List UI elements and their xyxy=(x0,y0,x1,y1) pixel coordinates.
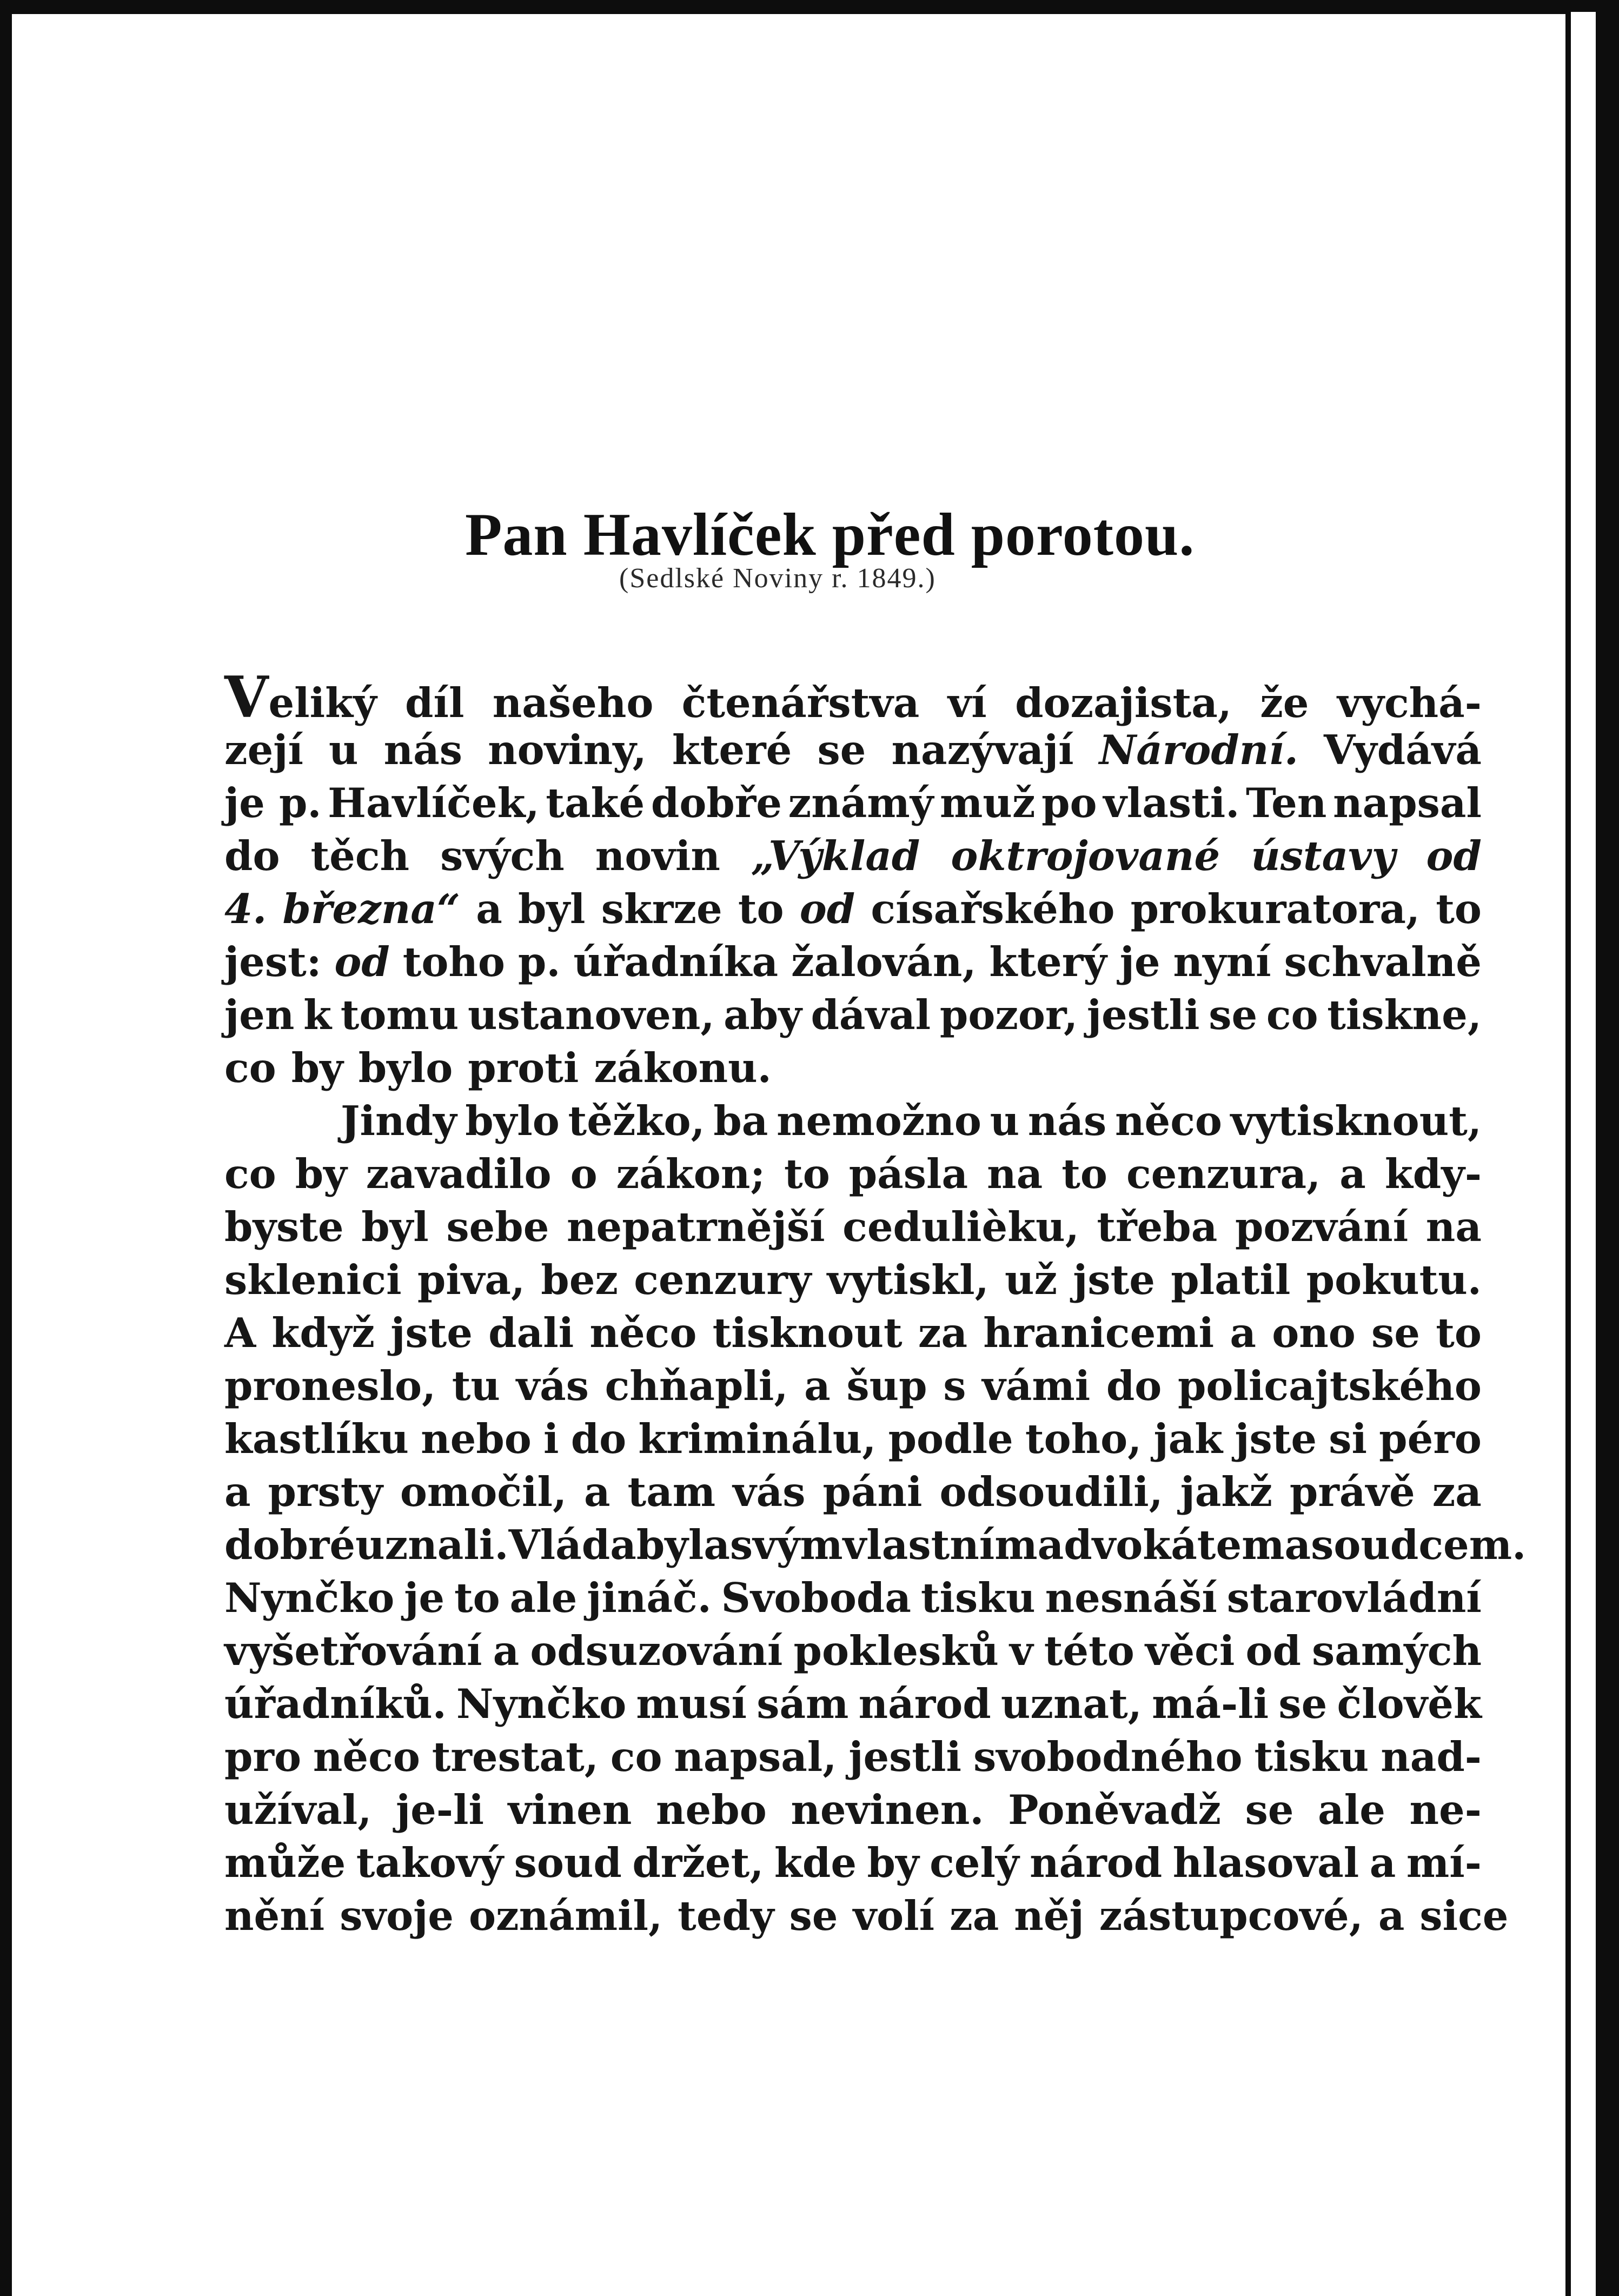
word: už xyxy=(1004,1256,1058,1304)
word: právě xyxy=(1289,1468,1415,1516)
word: samých xyxy=(1312,1627,1482,1675)
word: se xyxy=(1278,1680,1328,1728)
word: může xyxy=(224,1839,346,1887)
word: Jindy xyxy=(341,1097,457,1145)
word: do xyxy=(570,1415,627,1463)
word: dobře xyxy=(651,779,782,827)
text-line xyxy=(224,988,1482,1041)
word: to xyxy=(1436,1309,1482,1357)
word: dával xyxy=(811,991,931,1039)
word: tisku xyxy=(1254,1733,1369,1781)
word: jste xyxy=(390,1309,473,1357)
word: zákonu. xyxy=(594,1044,772,1092)
word: toho, xyxy=(1025,1415,1142,1463)
word: žalován, xyxy=(791,938,977,986)
word: nyní xyxy=(1173,938,1271,986)
word: byl xyxy=(518,885,586,933)
word: sice xyxy=(1419,1892,1509,1940)
word: a xyxy=(1339,1150,1366,1198)
word: celý xyxy=(930,1839,1019,1887)
text-line xyxy=(224,1412,1482,1465)
word: něco xyxy=(589,1309,697,1357)
word: chňapli, xyxy=(605,1362,788,1410)
word: jest: xyxy=(224,938,322,986)
word: co xyxy=(1266,991,1318,1039)
word: tiskne, xyxy=(1327,991,1482,1039)
word: tisku xyxy=(920,1574,1036,1622)
word: národ xyxy=(858,1680,991,1728)
word: třeba xyxy=(1097,1203,1218,1251)
word: soudcem. xyxy=(1311,1521,1527,1569)
word: vámi xyxy=(982,1362,1091,1410)
word: vinen xyxy=(508,1786,632,1834)
word: nemožno xyxy=(777,1097,981,1145)
word: úřadníků. xyxy=(224,1680,447,1728)
word: proneslo, xyxy=(224,1362,436,1410)
word: za xyxy=(950,1892,999,1940)
word: jak xyxy=(1153,1415,1223,1463)
show-through-text xyxy=(227,189,1492,243)
word: co xyxy=(224,1044,276,1092)
word: byla xyxy=(636,1521,730,1569)
word: u xyxy=(990,1097,1020,1145)
word: do xyxy=(224,832,280,880)
word: ale xyxy=(1318,1786,1385,1834)
word: pásla xyxy=(848,1150,968,1198)
word: po xyxy=(1041,779,1097,827)
word: a xyxy=(804,1362,831,1410)
text-line xyxy=(224,724,1482,777)
word: k xyxy=(303,991,332,1039)
word: čtenářstva xyxy=(681,679,920,727)
word: jste xyxy=(1073,1256,1156,1304)
word: svobodného xyxy=(973,1733,1243,1781)
word: podle xyxy=(888,1415,1013,1463)
word: prokuratora, xyxy=(1130,885,1421,933)
word: vyšetřování xyxy=(224,1627,482,1675)
word: Národní. xyxy=(1099,726,1298,774)
word: v xyxy=(1009,1627,1033,1675)
word: by xyxy=(867,1839,919,1887)
word: uznali. xyxy=(355,1521,509,1569)
word: skrze xyxy=(601,885,722,933)
word: a xyxy=(493,1627,520,1675)
page-title: Pan Havlíček před porotou. xyxy=(465,501,1195,569)
word: trestat, xyxy=(432,1733,599,1781)
word: jste xyxy=(1235,1415,1317,1463)
word: pozor, xyxy=(939,991,1078,1039)
word: soud xyxy=(514,1839,622,1887)
word: starovládní xyxy=(1226,1574,1482,1622)
word: novin xyxy=(595,832,720,880)
word: vytiskl, xyxy=(827,1256,989,1304)
word: člověk xyxy=(1337,1680,1482,1728)
word: se xyxy=(1371,1309,1420,1357)
word: nění xyxy=(224,1892,325,1940)
word: u xyxy=(329,726,359,774)
word: jestli xyxy=(1086,991,1200,1039)
word: vytisknout, xyxy=(1230,1097,1482,1145)
article-body xyxy=(224,663,1527,1942)
word: to xyxy=(738,885,784,933)
word: dobré xyxy=(224,1521,356,1569)
word: je xyxy=(1119,938,1160,986)
word: od xyxy=(799,885,855,933)
word: do xyxy=(1106,1362,1162,1410)
word: něco xyxy=(1115,1097,1222,1145)
word: o xyxy=(570,1150,598,1198)
word: vlasti. xyxy=(1103,779,1240,827)
text-line xyxy=(224,777,1482,830)
word: je-li xyxy=(395,1786,484,1834)
word: advokátem xyxy=(1037,1521,1285,1569)
word: tisknout xyxy=(712,1309,903,1357)
word: noviny, xyxy=(488,726,647,774)
word: má-li xyxy=(1152,1680,1269,1728)
word: ústavy xyxy=(1251,832,1396,880)
word: vychá- xyxy=(1337,679,1482,727)
word: nás xyxy=(383,726,462,774)
word: tam xyxy=(627,1468,716,1516)
text-line xyxy=(224,1518,1527,1571)
word: co xyxy=(224,1150,276,1198)
word: za xyxy=(1432,1468,1482,1516)
word: na xyxy=(1425,1203,1482,1251)
word: od xyxy=(334,938,390,986)
text-line xyxy=(224,830,1482,882)
word: se xyxy=(789,1892,838,1940)
word: kdy- xyxy=(1384,1150,1482,1198)
word: sám xyxy=(757,1680,849,1728)
word: je xyxy=(404,1574,445,1622)
word: Havlíček, xyxy=(328,779,540,827)
word: nebo xyxy=(421,1415,532,1463)
word: tomu xyxy=(340,991,459,1039)
text-line xyxy=(224,1094,1482,1147)
word: bez xyxy=(541,1256,619,1304)
word: sklenici xyxy=(224,1256,402,1304)
word: se xyxy=(1245,1786,1294,1834)
word: který xyxy=(989,938,1107,986)
word: na xyxy=(987,1150,1043,1198)
word: by xyxy=(295,1150,347,1198)
scan-border-top xyxy=(0,0,1619,14)
word: vlastním xyxy=(842,1521,1038,1569)
word: pro xyxy=(224,1733,301,1781)
word: oktrojované xyxy=(951,832,1220,880)
word: „Výklad xyxy=(751,832,920,880)
word: uznat, xyxy=(1000,1680,1142,1728)
word: dali xyxy=(488,1309,574,1357)
word: páni xyxy=(822,1468,923,1516)
text-line xyxy=(224,1200,1482,1253)
word: a xyxy=(1230,1309,1256,1357)
text-line xyxy=(224,1306,1482,1359)
word: od xyxy=(1426,832,1482,880)
word: zákon; xyxy=(616,1150,766,1198)
word: byl xyxy=(361,1203,429,1251)
word: známý xyxy=(788,779,934,827)
text-line xyxy=(224,1041,1482,1094)
word: toho xyxy=(402,938,505,986)
word: když xyxy=(271,1309,375,1357)
word: byste xyxy=(224,1203,344,1251)
word: Nynčko xyxy=(456,1680,627,1728)
word: svým xyxy=(729,1521,843,1569)
word: nazývají xyxy=(891,726,1074,774)
text-line xyxy=(224,1624,1482,1677)
word: to xyxy=(1436,885,1482,933)
word: ustanoven, xyxy=(467,991,715,1039)
word: a xyxy=(224,1468,251,1516)
word: Ten xyxy=(1245,779,1327,827)
word: pozvání xyxy=(1235,1203,1409,1251)
word: p. xyxy=(517,938,561,986)
word: co xyxy=(610,1733,662,1781)
word: a xyxy=(1284,1521,1311,1569)
word: něco xyxy=(313,1733,420,1781)
word: odsoudili, xyxy=(939,1468,1163,1516)
word: vás xyxy=(733,1468,806,1516)
word: tu xyxy=(452,1362,500,1410)
text-line xyxy=(224,935,1482,988)
word: prsty xyxy=(268,1468,383,1516)
word: bylo xyxy=(358,1044,453,1092)
word: šup xyxy=(846,1362,927,1410)
word: aby xyxy=(724,991,802,1039)
word: hlasoval xyxy=(1172,1839,1359,1887)
word: úřadníka xyxy=(573,938,779,986)
word: svoje xyxy=(340,1892,454,1940)
word: těch xyxy=(310,832,410,880)
word: sebe xyxy=(446,1203,549,1251)
word: že xyxy=(1260,679,1309,727)
word: císařského xyxy=(871,885,1115,933)
word: se xyxy=(817,726,866,774)
word: omočil, xyxy=(400,1468,567,1516)
word: března“ xyxy=(282,885,461,933)
word: cedulièku, xyxy=(842,1203,1079,1251)
word: s xyxy=(943,1362,966,1410)
word: jináč. xyxy=(587,1574,712,1622)
scan-border-left xyxy=(0,0,12,2296)
word: by xyxy=(291,1044,343,1092)
word: a xyxy=(584,1468,611,1516)
word: muž xyxy=(939,779,1036,827)
word: napsal xyxy=(1333,779,1482,827)
text-line xyxy=(224,1730,1482,1783)
word: ne- xyxy=(1409,1786,1482,1834)
word: volí xyxy=(853,1892,935,1940)
word: to xyxy=(784,1150,830,1198)
word: našeho xyxy=(492,679,654,727)
word: jen xyxy=(224,991,295,1039)
word: poklesků xyxy=(793,1627,999,1675)
text-line xyxy=(224,1889,1509,1942)
word: ví xyxy=(947,679,987,727)
word: i xyxy=(543,1415,559,1463)
word: péro xyxy=(1379,1415,1482,1463)
text-line xyxy=(224,1836,1482,1889)
word: a xyxy=(476,885,502,933)
word: díl xyxy=(405,679,465,727)
text-line xyxy=(224,1253,1482,1306)
word: této xyxy=(1044,1627,1134,1675)
word: to xyxy=(454,1574,500,1622)
word: kriminálu, xyxy=(638,1415,877,1463)
word: Svoboda xyxy=(721,1574,911,1622)
word: také xyxy=(546,779,645,827)
text-line xyxy=(224,1359,1482,1412)
word: nad- xyxy=(1381,1733,1482,1781)
word: Nynčko xyxy=(224,1574,395,1622)
word: kastlíku xyxy=(224,1415,409,1463)
word: věci xyxy=(1145,1627,1235,1675)
word: od xyxy=(1245,1627,1301,1675)
word: zavadilo xyxy=(366,1150,552,1198)
word: zástupcové, xyxy=(1099,1892,1363,1940)
word: Vydává xyxy=(1324,726,1482,774)
word: svých xyxy=(440,832,565,880)
word: Vláda xyxy=(508,1521,636,1569)
word: ono xyxy=(1272,1309,1356,1357)
word: napsal, xyxy=(674,1733,837,1781)
source-citation: (Sedlské Noviny r. 1849.) xyxy=(619,563,936,594)
word: nebo xyxy=(656,1786,767,1834)
word: nesnáší xyxy=(1045,1574,1217,1622)
word: nevinen. xyxy=(791,1786,984,1834)
word: národ xyxy=(1030,1839,1163,1887)
text-line xyxy=(224,1677,1482,1730)
word: vás xyxy=(516,1362,589,1410)
word: zejí xyxy=(224,726,303,774)
word: platil xyxy=(1171,1256,1291,1304)
word: těžko, xyxy=(568,1097,705,1145)
word: bylo xyxy=(465,1097,560,1145)
text-line xyxy=(224,663,1482,731)
word: ba xyxy=(713,1097,768,1145)
word: Veliký xyxy=(224,663,377,731)
word: hranicemi xyxy=(983,1309,1215,1357)
word: kde xyxy=(774,1839,857,1887)
word: tedy xyxy=(678,1892,774,1940)
text-line xyxy=(224,1147,1482,1200)
word: to xyxy=(1061,1150,1107,1198)
word: a xyxy=(1378,1892,1405,1940)
word: Poněvadž xyxy=(1008,1786,1221,1834)
text-line xyxy=(224,882,1482,935)
word: jakž xyxy=(1180,1468,1272,1516)
word: piva, xyxy=(417,1256,526,1304)
text-line xyxy=(224,1465,1482,1518)
word: a xyxy=(1369,1839,1396,1887)
word: takový xyxy=(356,1839,504,1887)
word: odsuzování xyxy=(530,1627,783,1675)
word: 4. xyxy=(224,885,267,933)
word: které xyxy=(672,726,792,774)
word: ale xyxy=(509,1574,578,1622)
word: pokutu. xyxy=(1306,1256,1482,1304)
word: nepatrnější xyxy=(567,1203,825,1251)
word: užíval, xyxy=(224,1786,372,1834)
word: za xyxy=(918,1309,968,1357)
word: oznámil, xyxy=(468,1892,663,1940)
word: se xyxy=(1209,991,1258,1039)
word: A xyxy=(224,1309,256,1357)
word: si xyxy=(1329,1415,1367,1463)
word: dozajista, xyxy=(1015,679,1232,727)
word: držet, xyxy=(632,1839,764,1887)
word: je p. xyxy=(224,779,322,827)
word: schvalně xyxy=(1284,938,1482,986)
word: cenzury xyxy=(634,1256,812,1304)
word: musí xyxy=(636,1680,747,1728)
word: policajtského xyxy=(1177,1362,1482,1410)
text-line xyxy=(224,1783,1482,1836)
word: mí- xyxy=(1406,1839,1482,1887)
word: cenzura, xyxy=(1126,1150,1321,1198)
text-line xyxy=(224,1571,1482,1624)
word: něj xyxy=(1014,1892,1084,1940)
word: jestli xyxy=(848,1733,962,1781)
word: proti xyxy=(468,1044,579,1092)
next-page-edge xyxy=(1571,12,1596,2296)
word: nás xyxy=(1027,1097,1107,1145)
